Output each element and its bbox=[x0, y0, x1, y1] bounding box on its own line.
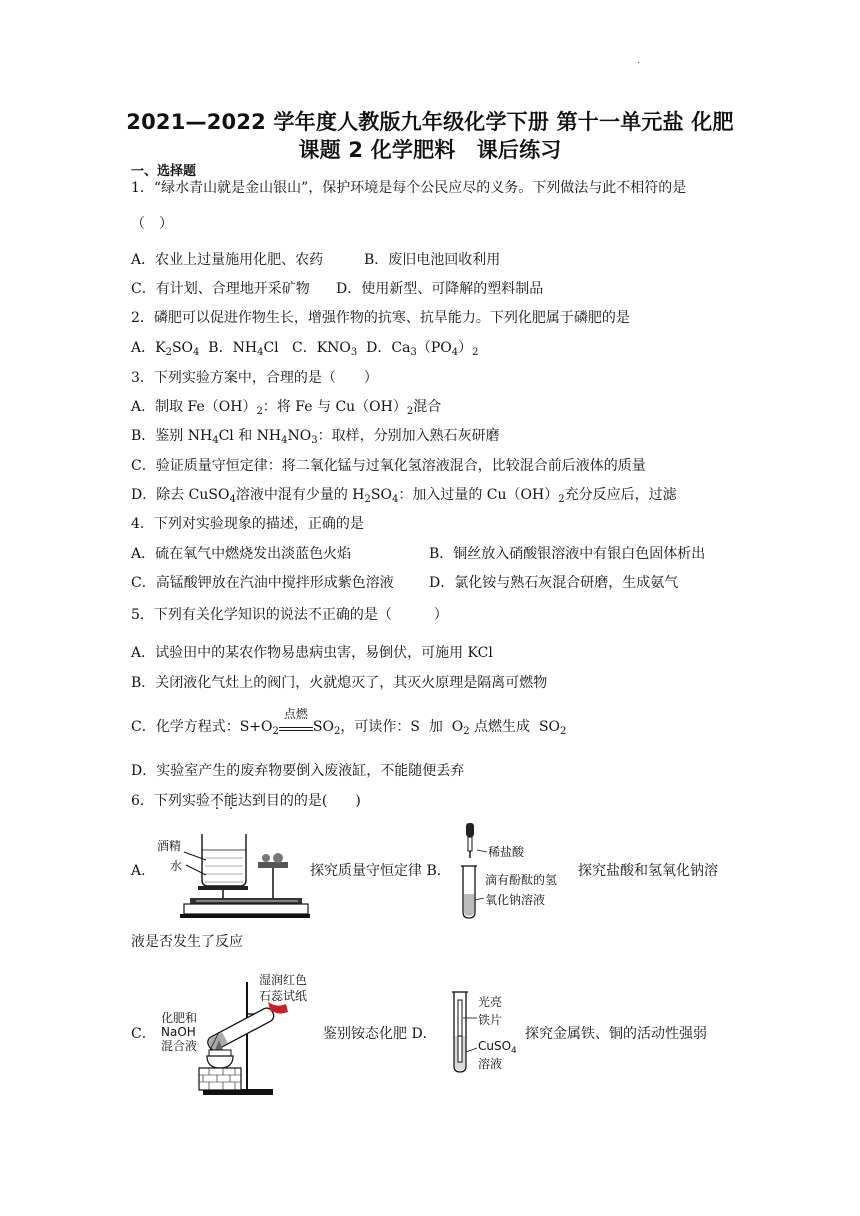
q4-option-b: B．铜丝放入硝酸银溶液中有银白色固体析出 bbox=[429, 546, 706, 562]
page-dot: · bbox=[637, 58, 641, 69]
q1-option-c: C．有计划、合理地开采矿物 bbox=[131, 281, 310, 297]
figure-heating-apparatus bbox=[155, 970, 315, 1106]
figure-balance-apparatus bbox=[150, 820, 310, 924]
q4-option-a: A．硫在氧气中燃烧发出淡蓝色火焰 bbox=[131, 546, 352, 562]
page-title-line2: 课题 2 化学肥料 课后练习 bbox=[298, 138, 562, 162]
fig-d-label-solution: 溶液 bbox=[478, 1057, 503, 1071]
question-4-stem: 4．下列对实验现象的描述，正确的是 bbox=[131, 516, 364, 532]
fig-c-label-litmus1: 湿润红色 bbox=[259, 973, 308, 987]
question-5-stem: 5．下列有关化学知识的说法不正确的是（ ） bbox=[131, 607, 448, 623]
q2-option-a: A．$K_2SO_4$ bbox=[131, 340, 200, 358]
q6-option-b-desc-continued: 液是否发生了反应 bbox=[131, 934, 243, 950]
q5-option-a: A．试验田中的某农作物易患病虫害，易倒伏，可施用 KCl bbox=[131, 645, 493, 661]
q3-option-d: D．除去 CuSO$_4$溶液中混有少量的 $H_2SO_4$：加入过量的 $Cu(OH)_2$充分反应后，过滤 bbox=[131, 487, 677, 505]
q3-option-c: C．验证质量守恒定律：将二氧化锰与过氧化氢溶液混合，比较混合前后液体的质量 bbox=[131, 458, 646, 474]
q1-option-d: D．使用新型、可降解的塑料制品 bbox=[336, 281, 544, 297]
fig-c-label-naoh: NaOH bbox=[161, 1025, 196, 1039]
fig-c-label-mix: 混合液 bbox=[161, 1039, 198, 1053]
q2-option-d: D．$Ca_3(PO_4)_2$ bbox=[357, 340, 479, 358]
q6-option-d-desc: 探究金属铁、铜的活动性强弱 bbox=[525, 1026, 707, 1042]
q6-option-b-desc: 探究盐酸和氢氧化钠溶 bbox=[578, 863, 718, 879]
fig-c-label-fert: 化肥和 bbox=[161, 1011, 198, 1025]
fig-a-label-water: 水 bbox=[170, 859, 183, 873]
q4-option-c: C．高锰酸钾放在汽油中搅拌形成紫色溶液 bbox=[131, 575, 394, 591]
q2-option-c: C．$KNO_3$ bbox=[278, 340, 358, 358]
q3-option-b: B．鉴别 $NH_4Cl$ 和 $NH_4NO_3$：取样，分别加入熟石灰研磨 bbox=[131, 428, 500, 446]
q5-option-d: D．实验室产生的废弃物要倒入废液缸，不能随便丢弃 bbox=[131, 763, 465, 779]
q4-option-d: D．氯化铵与熟石灰混合研磨，生成氨气 bbox=[429, 575, 679, 591]
q1-option-a: A．农业上过量施用化肥、农药 bbox=[131, 252, 324, 268]
fig-d-label-cuso4: CuSO$_4$ bbox=[478, 1039, 517, 1056]
question-3-stem: 3．下列实验方案中，合理的是（ ） bbox=[131, 370, 378, 386]
page-title-line1: 2021—2022 学年度人教版九年级化学下册 第十一单元盐 化肥 bbox=[126, 110, 734, 134]
q5-option-c: C．化学方程式：$S+O_2$ 点燃 $SO_2$，可读作：S 加 $O_2$ 点燃生成 $SO_2$ bbox=[131, 707, 567, 737]
q5-option-b: B．关闭液化气灶上的阀门，火就熄灭了，其灭火原理是隔离可燃物 bbox=[131, 675, 548, 691]
fig-d-label-iron: 铁片 bbox=[478, 1013, 503, 1027]
q1-option-b: B．废旧电池回收利用 bbox=[364, 252, 501, 268]
q6-option-c-label: C． bbox=[131, 1026, 156, 1042]
q2-options bbox=[131, 338, 478, 363]
question-6-stem: 6．下列实验不能达到目的的是( ) bbox=[131, 793, 361, 809]
fig-b-label-naoh: 氧化钠溶液 bbox=[485, 893, 546, 907]
fig-d-label-bright: 光亮 bbox=[478, 995, 503, 1009]
question-1-paren: （ ） bbox=[131, 216, 173, 232]
fig-b-label-phenol: 滴有酚酞的氢 bbox=[485, 873, 558, 887]
question-2-stem: 2．磷肥可以促进作物生长，增强作物的抗寒、抗旱能力。下列化肥属于磷肥的是 bbox=[131, 310, 630, 326]
q6-option-c-desc: 鉴别铵态化肥 D． bbox=[323, 1026, 437, 1042]
q6-option-a-desc: 探究质量守恒定律 B． bbox=[310, 863, 451, 879]
figure-dropper-test-tube bbox=[455, 820, 575, 924]
q2-option-b: B．$NH_4Cl$ bbox=[199, 340, 279, 358]
section-label: 一、选择题 bbox=[131, 164, 197, 179]
fig-c-label-litmus2: 石蕊试纸 bbox=[259, 989, 308, 1003]
reaction-condition: 点燃 bbox=[279, 718, 313, 731]
q6-option-a-label: A． bbox=[131, 863, 156, 879]
fig-b-label-hcl: 稀盐酸 bbox=[488, 845, 525, 859]
question-1-stem: 1．“绿水青山就是金山银山”，保护环境是每个公民应尽的义务。下列做法与此不相符的是 bbox=[131, 180, 687, 196]
fig-a-label-alcohol: 酒精 bbox=[157, 839, 182, 853]
q3-option-a: A．制取 $Fe(OH)_2$：将 Fe 与 $Cu(OH)_2$混合 bbox=[131, 399, 442, 417]
